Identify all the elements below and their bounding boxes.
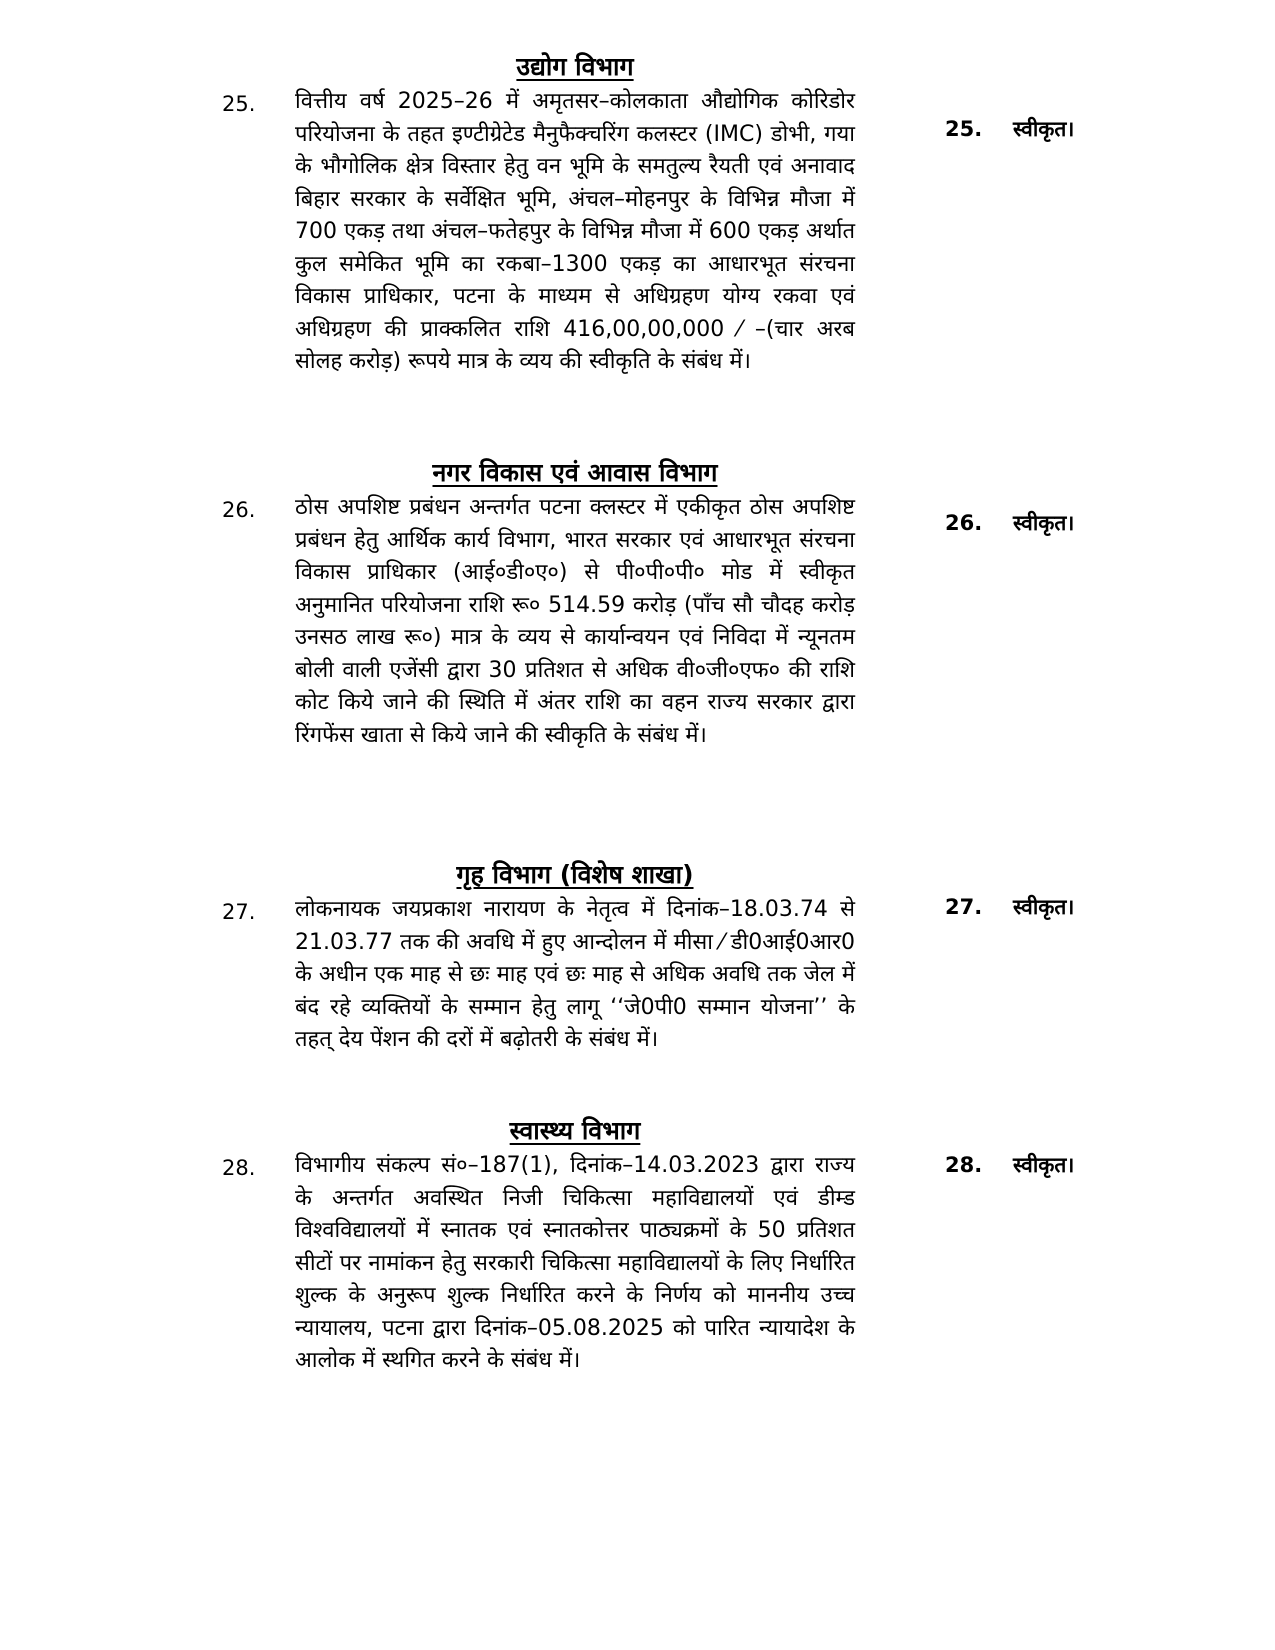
decision-status: स्वीकृत। bbox=[1013, 117, 1075, 141]
decision bbox=[945, 892, 1074, 922]
item-number: 25. bbox=[222, 92, 256, 116]
department-heading: नगर विकास एवं आवास विभाग bbox=[432, 458, 718, 487]
decision-number: 27. bbox=[945, 895, 983, 919]
decision bbox=[945, 114, 1074, 144]
item-description: लोकनायक जयप्रकाश नारायण के नेतृत्व में दिनांक–18.03.74 से 21.03.77 तक की अवधि में हुए आन्दोलन में मीसा ⁄ डी0आई0आर0 के अधीन एक माह से छः माह एवं छः माह से अधिक अवधि तक जेल में बंद रहे व्यक्तियों के सम्मान हेतु लागू ‘‘जे0पी0 सम्मान योजना’’ के तहत् देय पेंशन की दरों में बढ़ोतरी के संबंध में। bbox=[295, 897, 855, 1052]
decision-status: स्वीकृत। bbox=[1013, 1153, 1075, 1177]
decision bbox=[945, 508, 1074, 538]
department-heading: स्वास्थ्य विभाग bbox=[509, 1116, 641, 1145]
department-heading: गृह विभाग (विशेष शाखा) bbox=[456, 860, 694, 889]
item-number: 26. bbox=[222, 498, 256, 522]
decision-status: स्वीकृत। bbox=[1013, 511, 1075, 535]
decision-number: 26. bbox=[945, 511, 983, 535]
decision-status: स्वीकृत। bbox=[1013, 895, 1075, 919]
department-heading: उद्योग विभाग bbox=[516, 52, 634, 81]
item-description: वित्तीय वर्ष 2025–26 में अमृतसर–कोलकाता औद्योगिक कोरिडोर परियोजना के तहत इण्टीग्रेटेड मैनुफैक्चरिंग कलस्टर (IMC) डोभी, गया के भौगोलिक क्षेत्र विस्तार हेतु वन भूमि के समतुल्य रैयती एवं अनावाद बिहार सरकार के सर्वेक्षित भूमि, अंचल–मोहनपुर के विभिन्न मौजा में 700 एकड़ तथा अंचल–फतेहपुर के विभिन्न मौजा में 600 एकड़ अर्थात कुल समेकित भूमि का रकबा–1300 एकड़ का आधारभूत संरचना विकास प्राधिकार, पटना के माध्यम से अधिग्रहण योग्य रकवा एवं अधिग्रहण की प्राक्कलित राशि 416,00,00,000 ⁄ –(चार अरब सोलह करोड़) रूपये मात्र के व्यय की स्वीकृति के संबंध में। bbox=[295, 89, 855, 374]
item-description: ठोस अपशिष्ट प्रबंधन अन्तर्गत पटना क्लस्टर में एकीकृत ठोस अपशिष्ट प्रबंधन हेतु आर्थिक कार्य विभाग, भारत सरकार एवं आधारभूत संरचना विकास प्राधिकार (आई०डी०ए०) से पी०पी०पी० मोड में स्वीकृत अनुमानित परियोजना राशि रू० 514.59 करोड़ (पाँच सौ चौदह करोड़ उनसठ लाख रू०) मात्र के व्यय से कार्यान्वयन एवं निविदा में न्यूनतम बोली वाली एजेंसी द्वारा 30 प्रतिशत से अधिक वी०जी०एफ० की राशि कोट किये जाने की स्थिति में अंतर राशि का वहन राज्य सरकार द्वारा रिंगफेंस खाता से किये जाने की स्वीकृति के संबंध में। bbox=[295, 495, 855, 748]
decision-number: 25. bbox=[945, 117, 983, 141]
decision bbox=[945, 1150, 1074, 1180]
item-description: विभागीय संकल्प सं०–187(1), दिनांक–14.03.2023 द्वारा राज्य के अन्तर्गत अवस्थित निजी चिकित्सा महाविद्यालयों एवं डीम्ड विश्वविद्यालयों में स्नातक एवं स्नातकोत्तर पाठ्यक्रमों के 50 प्रतिशत सीटों पर नामांकन हेतु सरकारी चिकित्सा महाविद्यालयों के लिए निर्धारित शुल्क के अनुरूप शुल्क निर्धारित करने के निर्णय को माननीय उच्च न्यायालय, पटना द्वारा दिनांक–05.08.2025 को पारित न्यायादेश के आलोक में स्थगित करने के संबंध में। bbox=[295, 1153, 855, 1373]
item-number: 27. bbox=[222, 900, 256, 924]
item-number: 28. bbox=[222, 1156, 256, 1180]
decision-number: 28. bbox=[945, 1153, 983, 1177]
